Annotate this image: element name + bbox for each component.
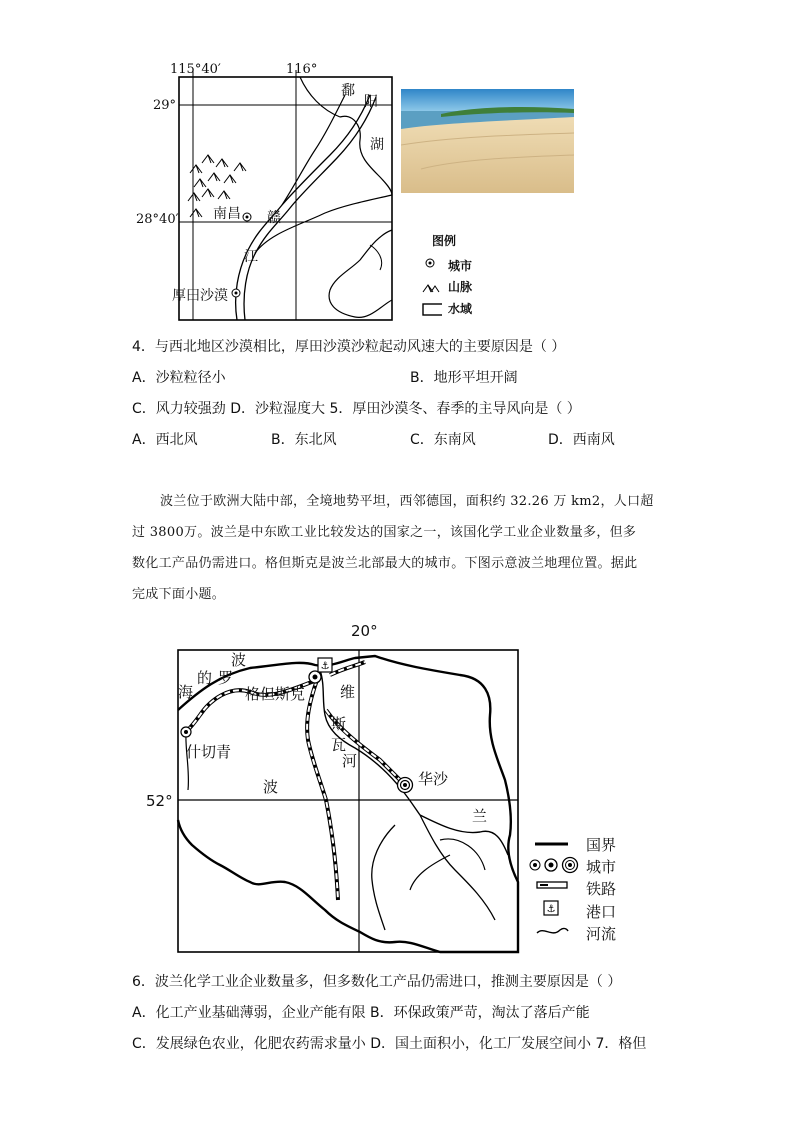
map1-label-po: 鄱 [341, 83, 355, 99]
q6-options-ab: A．化工产业基础薄弱，企业产能有限 B．环保政策严苛，淘汰了落后产能 [132, 1005, 590, 1021]
passage-line3: 数化工产品仍需进口。格但斯克是波兰北部最大的城市。下图示意波兰地理位置。据此 [132, 556, 638, 571]
map2-label-bo: 波 [263, 778, 279, 796]
q5-option-b: B．东北风 [271, 432, 337, 448]
q6-options-cd-q7: C．发展绿色农业，化肥农药需求量小 D．国土面积小，化工厂发展空间小 7．格但 [132, 1036, 647, 1052]
map2-port-symbol [318, 658, 332, 672]
q4-option-a: A．沙粒粒径小 [132, 370, 226, 386]
passage-line4: 完成下面小题。 [132, 587, 226, 602]
map2-label-lan: 兰 [472, 807, 488, 825]
map2-figure [140, 620, 640, 960]
passage-line1: 波兰位于欧洲大陆中部，全境地势平坦，西邻德国，面积约 32.26 万 km2，人口超 [160, 494, 654, 509]
map2-legend-symbols [530, 844, 578, 933]
svg-text:⚓: ⚓ [546, 904, 556, 915]
q4-stem: 4．与西北地区沙漠相比，厚田沙漠沙粒起动风速大的主要原因是（ ） [132, 339, 566, 355]
map1-river-gan-b [244, 97, 376, 320]
map1-legend-symbols [422, 256, 442, 326]
map2-label-si: 斯 [331, 715, 347, 733]
map2-label-he: 河 [342, 752, 358, 770]
map1-legend-water: 水域 [448, 302, 473, 316]
map2-label-bo-sea: 波 [231, 651, 247, 669]
map2-river-3 [372, 825, 395, 930]
map2-legend-port: 港口 [586, 903, 617, 921]
map2-legend-city: 城市 [586, 858, 617, 876]
map1-legend-title: 图例 [432, 234, 457, 248]
q5-option-a: A．西北风 [132, 432, 198, 448]
map1-label-houtian: 厚田沙漠 [172, 288, 228, 304]
map2-label-gdansk: 格但斯克 [245, 685, 306, 703]
map2-label-de: 的 [197, 669, 213, 687]
map2-river-4 [440, 839, 485, 870]
houtian-desert-photo [401, 89, 574, 193]
map2-city-gdansk-symbol [309, 671, 321, 683]
map2-label-luo: 罗 [218, 669, 234, 687]
map2-river-vistula-up [420, 815, 508, 855]
map2-city-warsaw-symbol [398, 778, 413, 793]
q4-option-b: B．地形平坦开阔 [410, 370, 518, 386]
photo-svg [401, 89, 574, 193]
svg-text:⚓: ⚓ [320, 661, 330, 672]
q4-cd-q5-stem: C．风力较强劲 D．沙粒湿度大 5．厚田沙漠冬、春季的主导风向是（ ） [132, 401, 581, 417]
map2-label-hai: 海 [178, 683, 194, 701]
map1-city-nanchang-symbol [243, 213, 251, 221]
q5-option-c: C．东南风 [410, 432, 476, 448]
map1-lake-shore2 [329, 230, 392, 317]
map1-lake-shore1 [340, 116, 392, 195]
map2-lat-label: 52° [146, 792, 173, 810]
map1-lon-west: 115°40′ [170, 62, 221, 77]
map1-label-hu: 湖 [370, 137, 384, 153]
map1-river-gan-a [236, 95, 370, 320]
map1-river-branch3 [300, 77, 340, 117]
map1-label-jiang: 江 [244, 249, 258, 265]
map2-label-warsaw: 华沙 [418, 770, 449, 788]
map2-legend-railway: 铁路 [586, 880, 617, 898]
map2-river-5 [410, 855, 450, 890]
map2-lon-label: 20° [351, 622, 378, 640]
map1-houtian-symbol [232, 289, 240, 297]
map1-lat-north: 29° [153, 98, 177, 113]
map1-legend-city: 城市 [448, 259, 473, 273]
map1-label-yang: 阳 [364, 94, 378, 110]
map1-legend [416, 230, 496, 320]
map1-lon-east: 116° [286, 62, 318, 77]
map2-city-szczecin-symbol [181, 727, 191, 737]
map2-legend-river: 河流 [586, 925, 617, 943]
map2-label-wei: 维 [340, 683, 356, 701]
map2-label-wa: 瓦 [331, 736, 347, 754]
q6-stem: 6．波兰化学工业企业数量多，但多数化工产品仍需进口，推测主要原因是（ ） [132, 974, 622, 990]
map2-svg [140, 620, 640, 960]
q5-option-d: D．西南风 [548, 432, 615, 448]
map1-lat-south: 28°40′ [136, 212, 179, 227]
map2-legend-border: 国界 [586, 836, 617, 854]
map2-label-szczecin: 什切青 [186, 743, 232, 761]
map1-legend-mountain: 山脉 [448, 280, 473, 294]
map1-label-nanchang: 南昌 [213, 206, 241, 222]
passage-line2: 过 3800万。波兰是中东欧工业比较发达的国家之一，该国化学工业企业数量多，但多 [132, 525, 637, 540]
map1-label-gan: 赣 [267, 210, 281, 226]
